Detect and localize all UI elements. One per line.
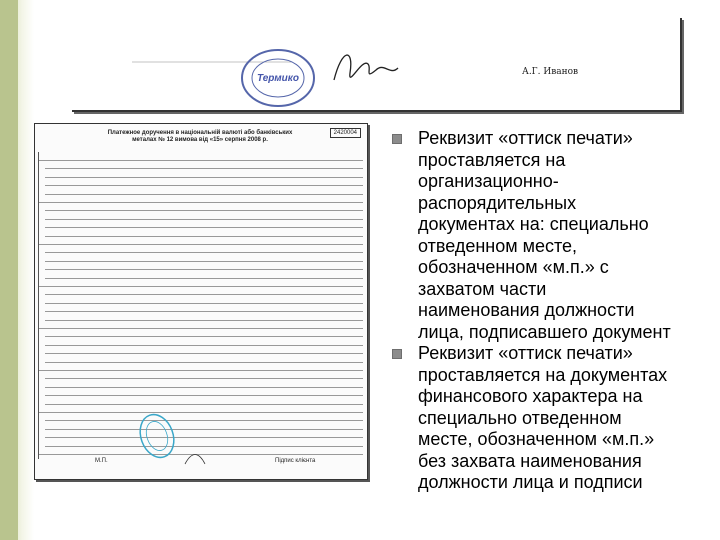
- slide-bullets: [392, 128, 712, 494]
- bullet-item: [392, 343, 712, 494]
- slide-accent-band: [0, 0, 18, 540]
- document-number: 2420004: [330, 128, 361, 138]
- bullet-text: Реквизит «оттиск печати» проставляется на организационно- распорядительных документах на: специально отведенном месте, обозначенном «м.п.» с захватом части наименования должности лица, подписавшего документ: [418, 128, 671, 342]
- payment-order-document: [34, 123, 368, 480]
- document-title: Платежное доручення в національній валюті або банківських металах № 12 вимова від «15» серпня 2008 р.: [107, 130, 293, 143]
- mp-label: М.П.: [95, 458, 108, 464]
- stamp-text: Термико: [257, 73, 299, 84]
- square-bullet-icon: [392, 349, 402, 359]
- signer-name: А.Г. Иванов: [522, 67, 579, 77]
- document-stamp-graphic: [35, 124, 367, 479]
- signature-and-stamp-graphic: [72, 18, 680, 110]
- bullet-text: Реквизит «оттиск печати» проставляется на документах финансового характера на специально отведенном месте, обозначенном «м.п.» без захвата наименования должности лица и подписи: [418, 343, 668, 492]
- square-bullet-icon: [392, 134, 402, 144]
- signed-document-fragment: [72, 18, 682, 112]
- sign-label: Підпис клієнта: [275, 458, 316, 464]
- bullet-item: [392, 128, 712, 343]
